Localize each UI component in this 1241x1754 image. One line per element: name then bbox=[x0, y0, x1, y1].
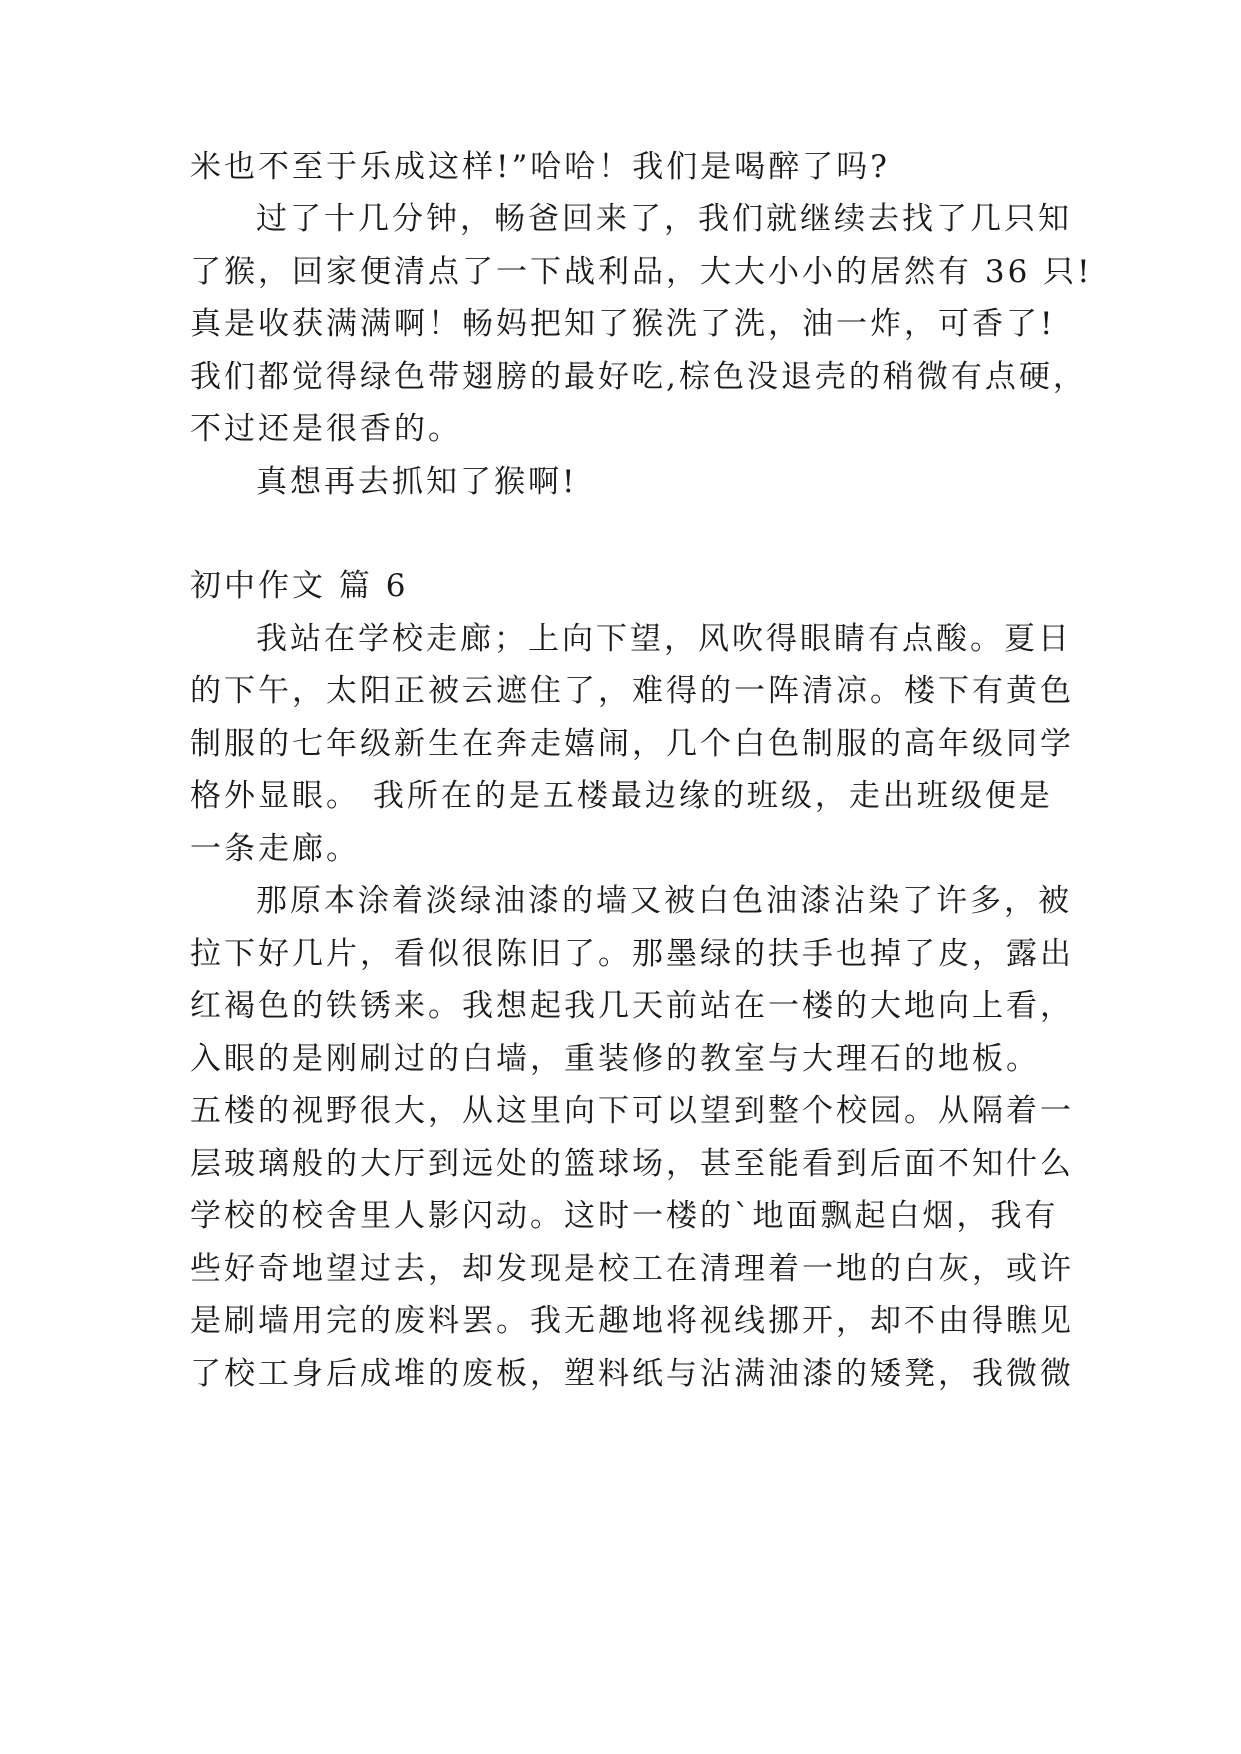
text-line: 了猴，回家便清点了一下战利品，大大小小的居然有 36 只! bbox=[190, 254, 1093, 290]
text-line: 入眼的是刚刷过的白墙，重装修的教室与大理石的地板。 bbox=[190, 1041, 1040, 1077]
text-line: 不过还是很香的。 bbox=[190, 411, 462, 447]
paragraph-start-line: 真想再去抓知了猴啊! bbox=[256, 464, 578, 500]
text-line: 些好奇地望过去，却发现是校工在清理着一地的白灰，或许 bbox=[190, 1251, 1074, 1287]
text-line: 米也不至于乐成这样!”哈哈！我们是喝醉了吗? bbox=[190, 149, 890, 185]
text-line: 的下午，太阳正被云遮住了，难得的一阵清凉。楼下有黄色 bbox=[190, 673, 1074, 709]
text-line: 一条走廊。 bbox=[190, 831, 360, 867]
text-line: 学校的校舍里人影闪动。这时一楼的`地面飘起白烟，我有 bbox=[190, 1198, 1059, 1234]
section-heading: 初中作文 篇 6 bbox=[190, 568, 409, 604]
text-line: 制服的七年级新生在奔走嬉闹，几个白色制服的高年级同学 bbox=[190, 726, 1074, 762]
text-line: 拉下好几片，看似很陈旧了。那墨绿的扶手也掉了皮，露出 bbox=[190, 936, 1074, 972]
text-line: 红褐色的铁锈来。我想起我几天前站在一楼的大地向上看， bbox=[190, 988, 1074, 1024]
text-line: 层玻璃般的大厅到远处的篮球场，甚至能看到后面不知什么 bbox=[190, 1146, 1074, 1182]
paragraph-start-line: 那原本涂着淡绿油漆的墙又被白色油漆沾染了许多，被 bbox=[256, 883, 1072, 919]
text-line: 格外显眼。 我所在的是五楼最边缘的班级，走出班级便是 bbox=[190, 778, 1053, 814]
text-line: 五楼的视野很大，从这里向下可以望到整个校园。从隔着一 bbox=[190, 1093, 1074, 1129]
text-line: 真是收获满满啊！畅妈把知了猴洗了洗，油一炸，可香了! bbox=[190, 306, 1056, 342]
paragraph-start-line: 过了十几分钟，畅爸回来了，我们就继续去找了几只知 bbox=[256, 201, 1072, 237]
paragraph-start-line: 我站在学校走廊；上向下望，风吹得眼睛有点酸。夏日 bbox=[256, 621, 1072, 657]
text-line: 了校工身后成堆的废板，塑料纸与沾满油漆的矮凳，我微微 bbox=[190, 1356, 1074, 1392]
text-line: 是刷墙用完的废料罢。我无趣地将视线挪开，却不由得瞧见 bbox=[190, 1303, 1074, 1339]
text-line: 我们都觉得绿色带翅膀的最好吃,棕色没退壳的稍微有点硬， bbox=[190, 359, 1087, 395]
